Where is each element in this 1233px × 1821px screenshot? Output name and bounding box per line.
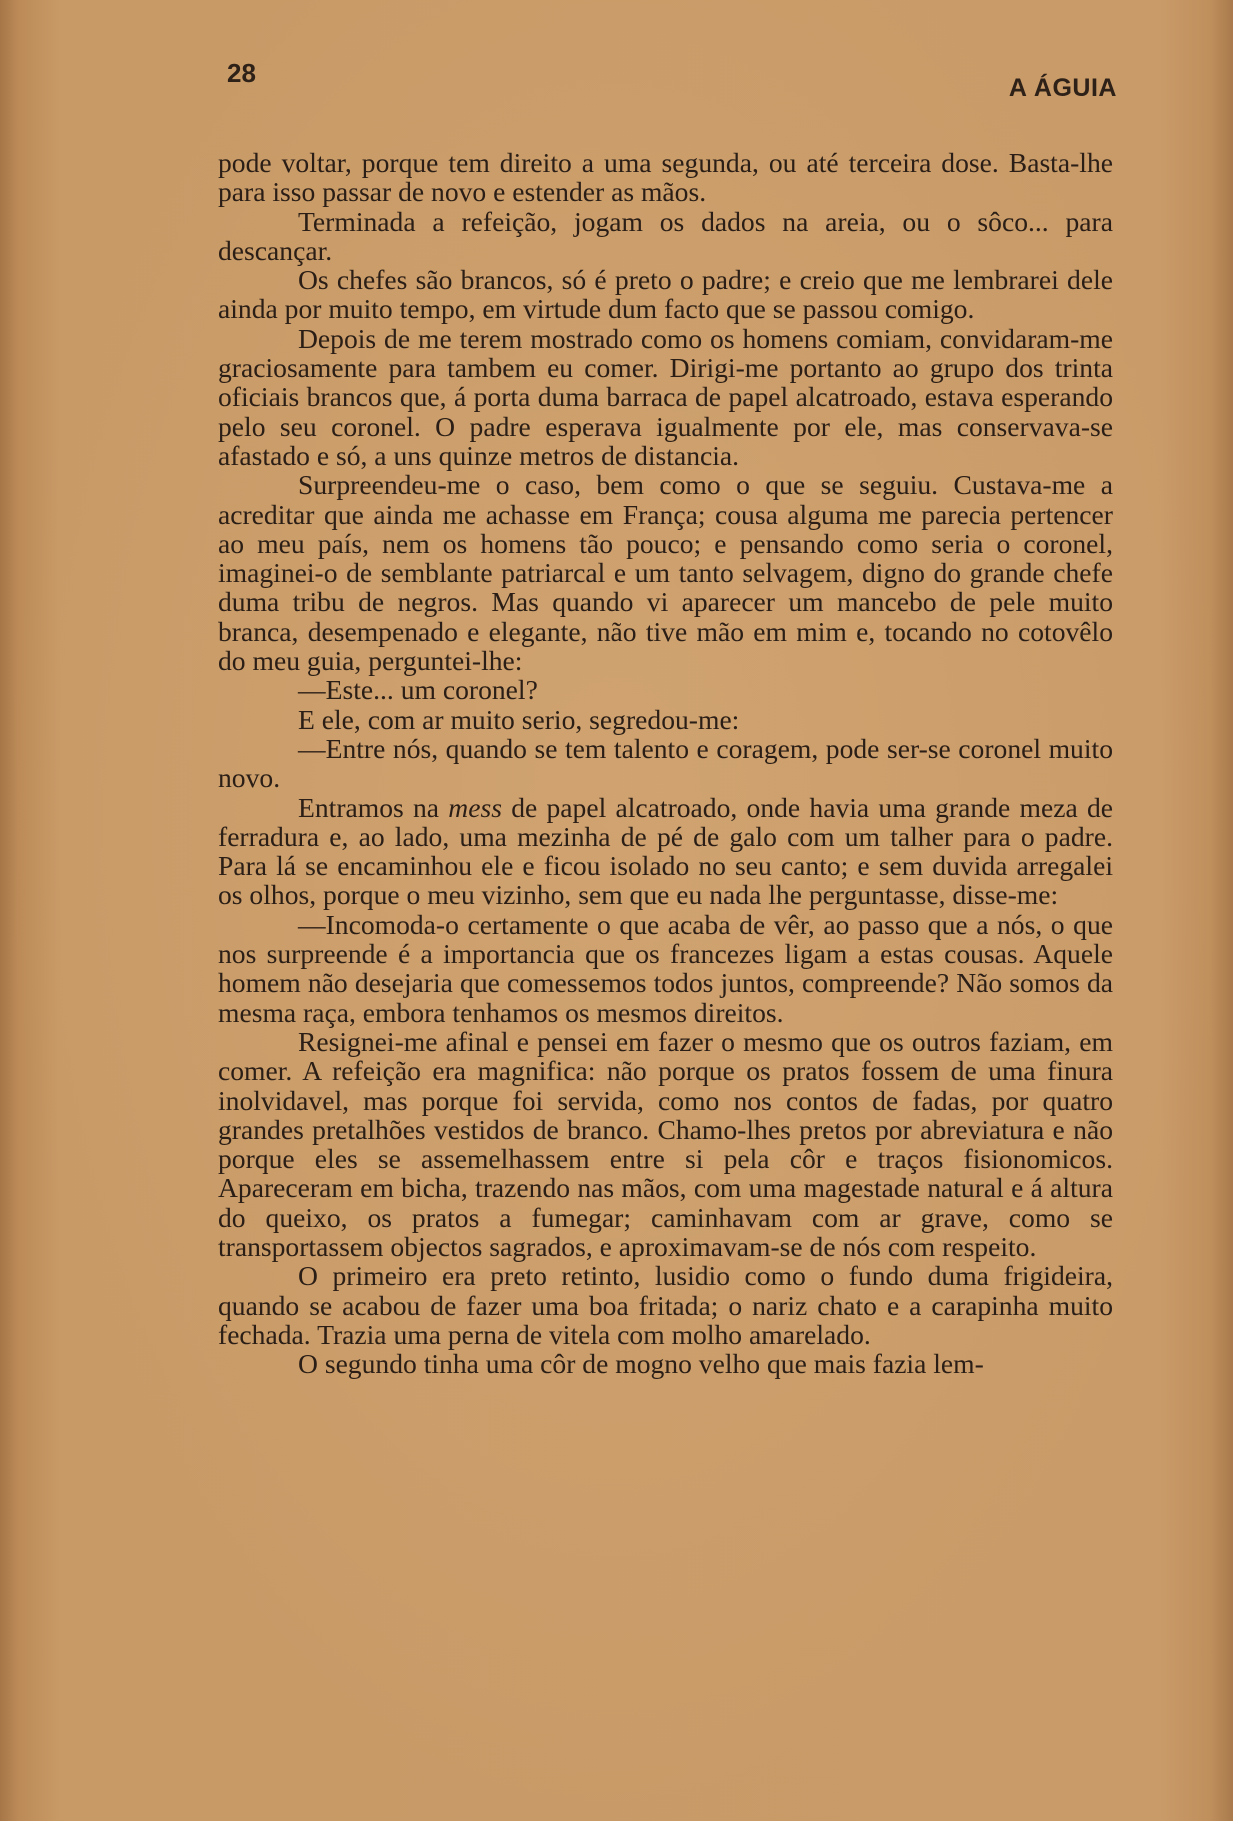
paragraph: Terminada a refeição, jogam os dados na areia, ou o sôco... para descançar. bbox=[218, 205, 1113, 266]
running-title: A ÁGUIA bbox=[1008, 74, 1117, 102]
paragraph: O segundo tinha uma côr de mogno velho que mais fazia lem- bbox=[298, 1348, 984, 1380]
paragraph: Resignei-me afinal e pensei em fazer o mesmo que os outros faziam, em comer. A refeição era magnifica: não porque os pratos fossem de uma finura inolvidavel, mas porque foi servida, como nos contos de fadas, por quatro grandes pretalhões vestidos de branco. Chamo-lhes pretos por abreviatura e não porque eles se assemelhassem entre si pela côr e traços fisionomicos. Apareceram em bicha, trazendo nas mãos, com uma magestade natural e á altura do queixo, os pratos a fumegar; caminhavam com ar grave, como se transportassem objectos sagrados, e aproximavam-se de nós com respeito. bbox=[218, 1025, 1113, 1262]
paragraph: Os chefes são brancos, só é preto o padre; e creio que me lembrarei dele ainda por muito tempo, em virtude dum facto que se passou comigo. bbox=[218, 264, 1113, 325]
dialogue-line: —Entre nós, quando se tem talento e coragem, pode ser-se coronel muito novo. bbox=[218, 732, 1113, 794]
paragraph-text: de papel alcatroado, onde havia uma grande meza de ferradura e, ao lado, uma mezinha de pé de galo com um talher para o padre. Para lá se encaminhou ele e ficou isolado no seu canto; e sem duvida arregalei os olhos, porque o meu vizinho, sem que eu nada lhe perguntasse, disse-me: bbox=[218, 791, 1113, 911]
body-text bbox=[218, 148, 1113, 1378]
paragraph: pode voltar, porque tem direito a uma segunda, ou até terceira dose. Basta-lhe para isso passar de novo e estender as mãos. bbox=[218, 147, 1113, 208]
dialogue-line: —Este... um coronel? bbox=[298, 674, 538, 706]
paragraph: Depois de me terem mostrado como os homens comiam, convidaram-me graciosamente para tambem eu comer. Dirigi-me portanto ao grupo dos trinta oficiais brancos que, á porta duma barraca de papel alcatroado, estava esperando pelo seu coronel. O padre esperava igualmente por ele, mas conservava-se afastado e só, a uns quinze metros de distancia. bbox=[218, 322, 1113, 471]
italic-word: mess bbox=[448, 791, 502, 823]
paragraph-text: Entramos na bbox=[298, 791, 449, 823]
paragraph bbox=[218, 793, 1113, 910]
dialogue-line: —Incomoda-o certamente o que acaba de vêr, ao passo que a nós, o que nos surpreende é a importancia que os francezes ligam a estas cousas. Aquele homem não desejaria que comessemos todos juntos, compreende? Não somos da mesma raça, embora tenhamos os mesmos direitos. bbox=[218, 908, 1113, 1028]
paragraph: E ele, com ar muito serio, segredou-me: bbox=[298, 703, 740, 735]
page-number: 28 bbox=[227, 58, 256, 88]
paragraph: O primeiro era preto retinto, lusidio como o fundo duma frigideira, quando se acabou de fazer uma boa fritada; o nariz chato e a carapinha muito fechada. Trazia uma perna de vitela com molho amarelado. bbox=[218, 1260, 1113, 1350]
paragraph: Surpreendeu-me o caso, bem como o que se seguiu. Custava-me a acreditar que ainda me achasse em França; cousa alguma me parecia pertencer ao meu país, nem os homens tão pouco; e pensando como seria o coronel, imaginei-o de semblante patriarcal e um tanto selvagem, digno do grande chefe duma tribu de negros. Mas quando vi aparecer um mancebo de pele muito branca, desempenado e elegante, não tive mão em mim e, tocando no cotovêlo do meu guia, perguntei-lhe: bbox=[218, 469, 1113, 677]
